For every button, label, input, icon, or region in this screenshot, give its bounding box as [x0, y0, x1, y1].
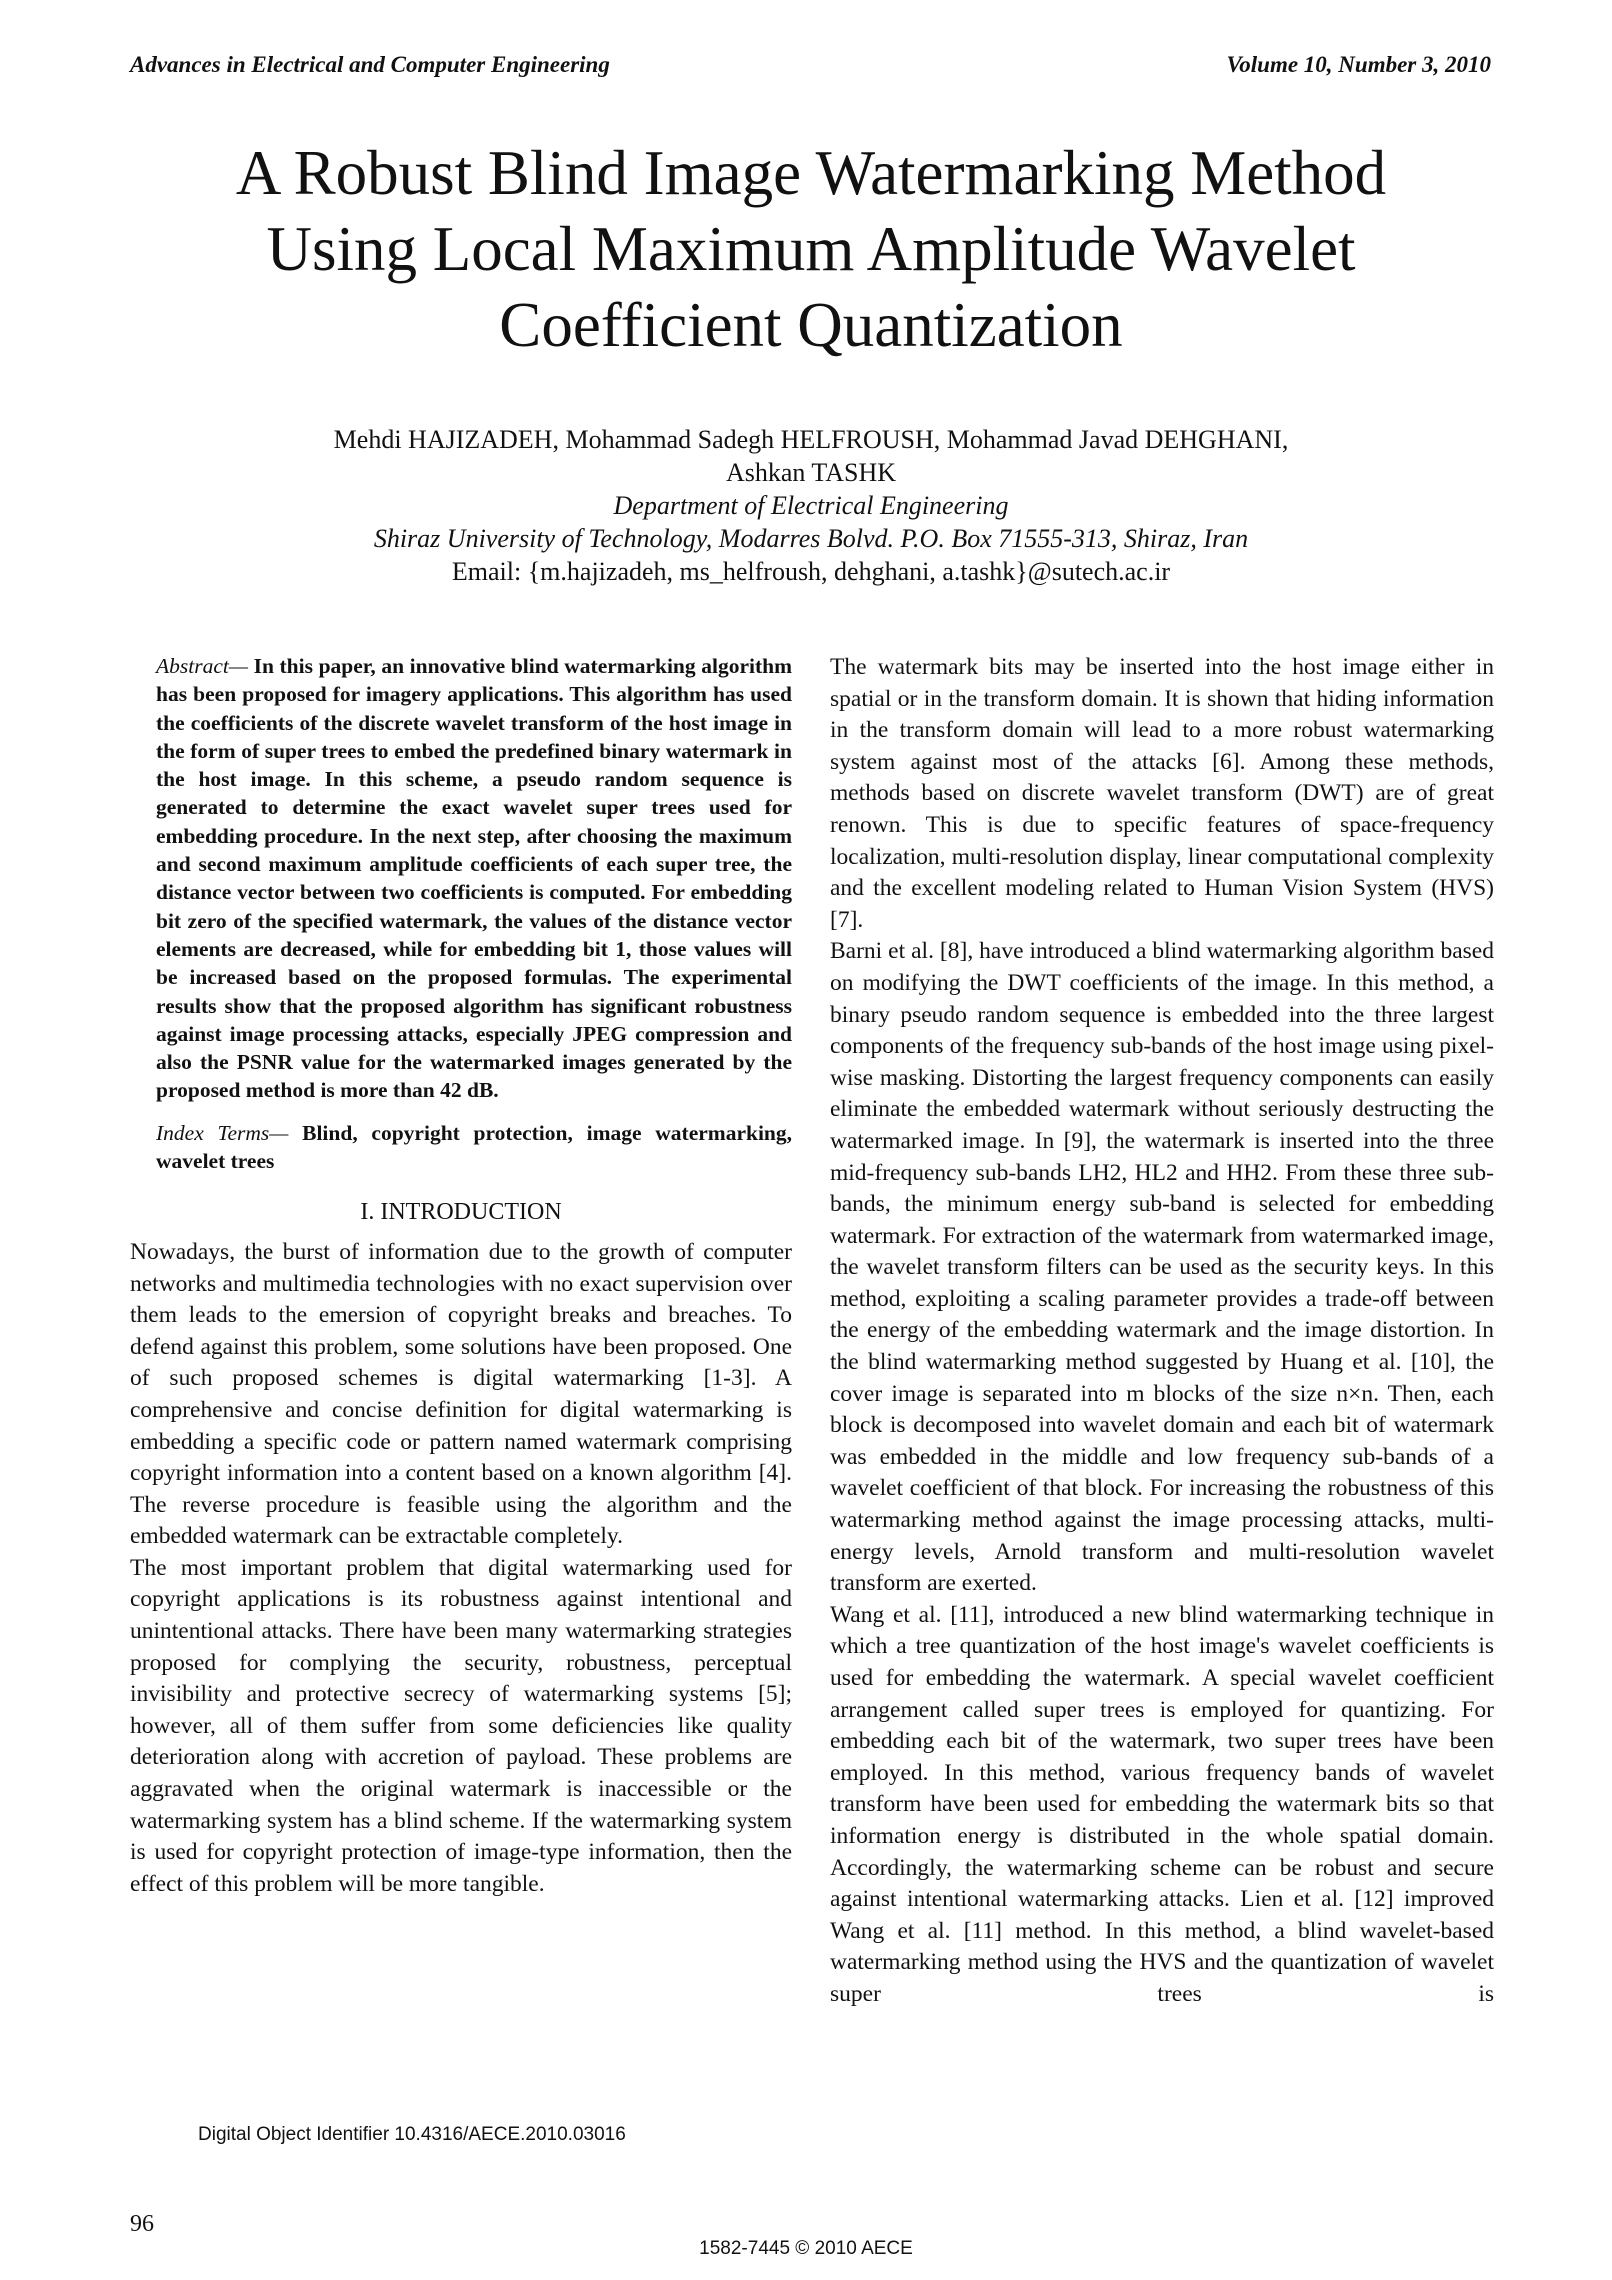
author-names: Mehdi HAJIZADEH, Mohammad Sadegh HELFROUSH, Mohammad Javad DEHGHANI,: [333, 425, 1289, 454]
paragraph: Wang et al. [11], introduced a new blind watermarking technique in which a tree quantization of the host image's wavelet coefficients is used for embedding the watermark. A special wavelet coefficient arrangement called super trees is employed for quantizing. For embedding each bit of the watermark, two super trees have been employed. In this method, various frequency bands of wavelet transform have been used for embedding the watermark bits so that information energy is distributed in the whole spatial domain. Accordingly, the watermarking scheme can be robust and secure against intentional watermarking attacks. Lien et al. [12] improved Wang et al. [11] method. In this method, a blind wavelet-based watermarking method using the HVS and the quantization of wavelet super trees is: [830, 1601, 1494, 2007]
journal-name: Advances in Electrical and Computer Engineering: [130, 52, 610, 77]
title-line: Coefficient Quantization: [499, 290, 1123, 360]
paragraph: The most important problem that digital watermarking used for copyright applications is its robustness against intentional and unintentional attacks. There have been many watermarking strategies proposed for complying the security, robustness, perceptual invisibility and protective secrecy of watermarking systems [5]; however, all of them suffer from some deficiencies like quality deterioration along with accretion of payload. These problems are aggravated when the original watermark is inaccessible or the watermarking system has a blind scheme. If the watermarking system is used for copyright protection of image-type information, then the effect of this problem will be more tangible.: [130, 1554, 792, 1897]
author-block: [130, 423, 1492, 588]
title-line: Using Local Maximum Amplitude Wavelet: [266, 214, 1356, 284]
index-terms-text: Blind, copyright protection, image watermarking, wavelet trees: [156, 1120, 792, 1174]
doi: Digital Object Identifier 10.4316/AECE.2010.03016: [198, 2124, 626, 2145]
index-terms-lead: Index Terms—: [156, 1120, 289, 1145]
abstract: [130, 652, 792, 1105]
department: Department of Electrical Engineering: [613, 491, 1009, 520]
copyright: 1582-7445 © 2010 AECE: [699, 2238, 913, 2259]
right-column: [830, 652, 1494, 2011]
email: Email: {m.hajizadeh, ms_helfroush, dehghani, a.tashk}@sutech.ac.ir: [451, 557, 1171, 586]
paragraph: Barni et al. [8], have introduced a blind watermarking algorithm based on modifying the DWT coefficients of the image. In this method, a binary pseudo random sequence is embedded into the three largest components of the frequency sub-bands of the host image using pixel-wise masking. Distorting the largest frequency components can easily eliminate the embedded watermark without seriously destructing the watermarked image. In [9], the watermark is inserted into the three mid-frequency sub-bands LH2, HL2 and HH2. From these three sub-bands, the minimum energy sub-band is selected for embedding watermark. For extraction of the watermark from watermarked image, the wavelet transform filters can be used as the security keys. In this method, exploiting a scaling parameter provides a trade-off between the energy of the embedding watermark and the image distortion. In the blind watermarking method suggested by Huang et al. [10], the cover image is separated into m blocks of the size n×n. Then, each block is decomposed into wavelet domain and each bit of watermark was embedded in the middle and low frequency sub-bands of a wavelet coefficient of that block. For increasing the robustness of this watermarking method against the image processing attacks, multi-energy levels, Arnold transform and multi-resolution wavelet transform are exerted.: [830, 938, 1494, 1597]
paragraph: Nowadays, the burst of information due to the growth of computer networks and multimedia technologies with no exact supervision over them leads to the emersion of copyright breaks and breaches. To defend against this problem, some solutions have been proposed. One of such proposed schemes is digital watermarking [1-3]. A comprehensive and concise definition for digital watermarking is embedding a specific code or pattern named watermark comprising copyright information into a content based on a known algorithm [4]. The reverse procedure is feasible using the algorithm and the embedded watermark can be extractable completely.: [130, 1238, 792, 1550]
author-names: Ashkan TASHK: [725, 458, 897, 487]
page-number: 96: [130, 2211, 154, 2237]
volume-info: Volume 10, Number 3, 2010: [1226, 52, 1491, 77]
section-heading: I. INTRODUCTION: [360, 1199, 562, 1226]
abstract-text: In this paper, an innovative blind watermarking algorithm has been proposed for imagery applications. This algorithm has used the coefficients of the discrete wavelet transform of the host image in the form of super trees to embed the predefined binary watermark in the host image. In this scheme, a pseudo random sequence is generated to determine the exact wavelet super trees used for embedding procedure. In the next step, after choosing the maximum and second maximum amplitude coefficients of each super tree, the distance vector between two coefficients is computed. For embedding bit zero of the specified watermark, the values of the distance vector elements are decreased, while for embedding bit 1, those values will be increased based on the proposed formulas. The experimental results show that the proposed algorithm has significant robustness against image processing attacks, especially JPEG compression and also the PSNR value for the watermarked images generated by the proposed method is more than 42 dB.: [156, 654, 792, 1103]
abstract-lead: Abstract—: [156, 654, 248, 678]
affiliation: Shiraz University of Technology, Modarres Bolvd. P.O. Box 71555-313, Shiraz, Iran: [373, 524, 1249, 553]
left-column: [130, 652, 792, 1900]
title-line: A Robust Blind Image Watermarking Method: [235, 138, 1387, 208]
paragraph: The watermark bits may be inserted into the host image either in spatial or in the transform domain. It is shown that hiding information in the transform domain will lead to a more robust watermarking system against most of the attacks [6]. Among these methods, methods based on discrete wavelet transform (DWT) are of great renown. This is due to specific features of space-frequency localization, multi-resolution display, linear computational complexity and the excellent modeling related to Human Vision System (HVS) [7].: [830, 654, 1494, 933]
index-terms: [130, 1119, 792, 1176]
paper-title: [130, 135, 1492, 363]
